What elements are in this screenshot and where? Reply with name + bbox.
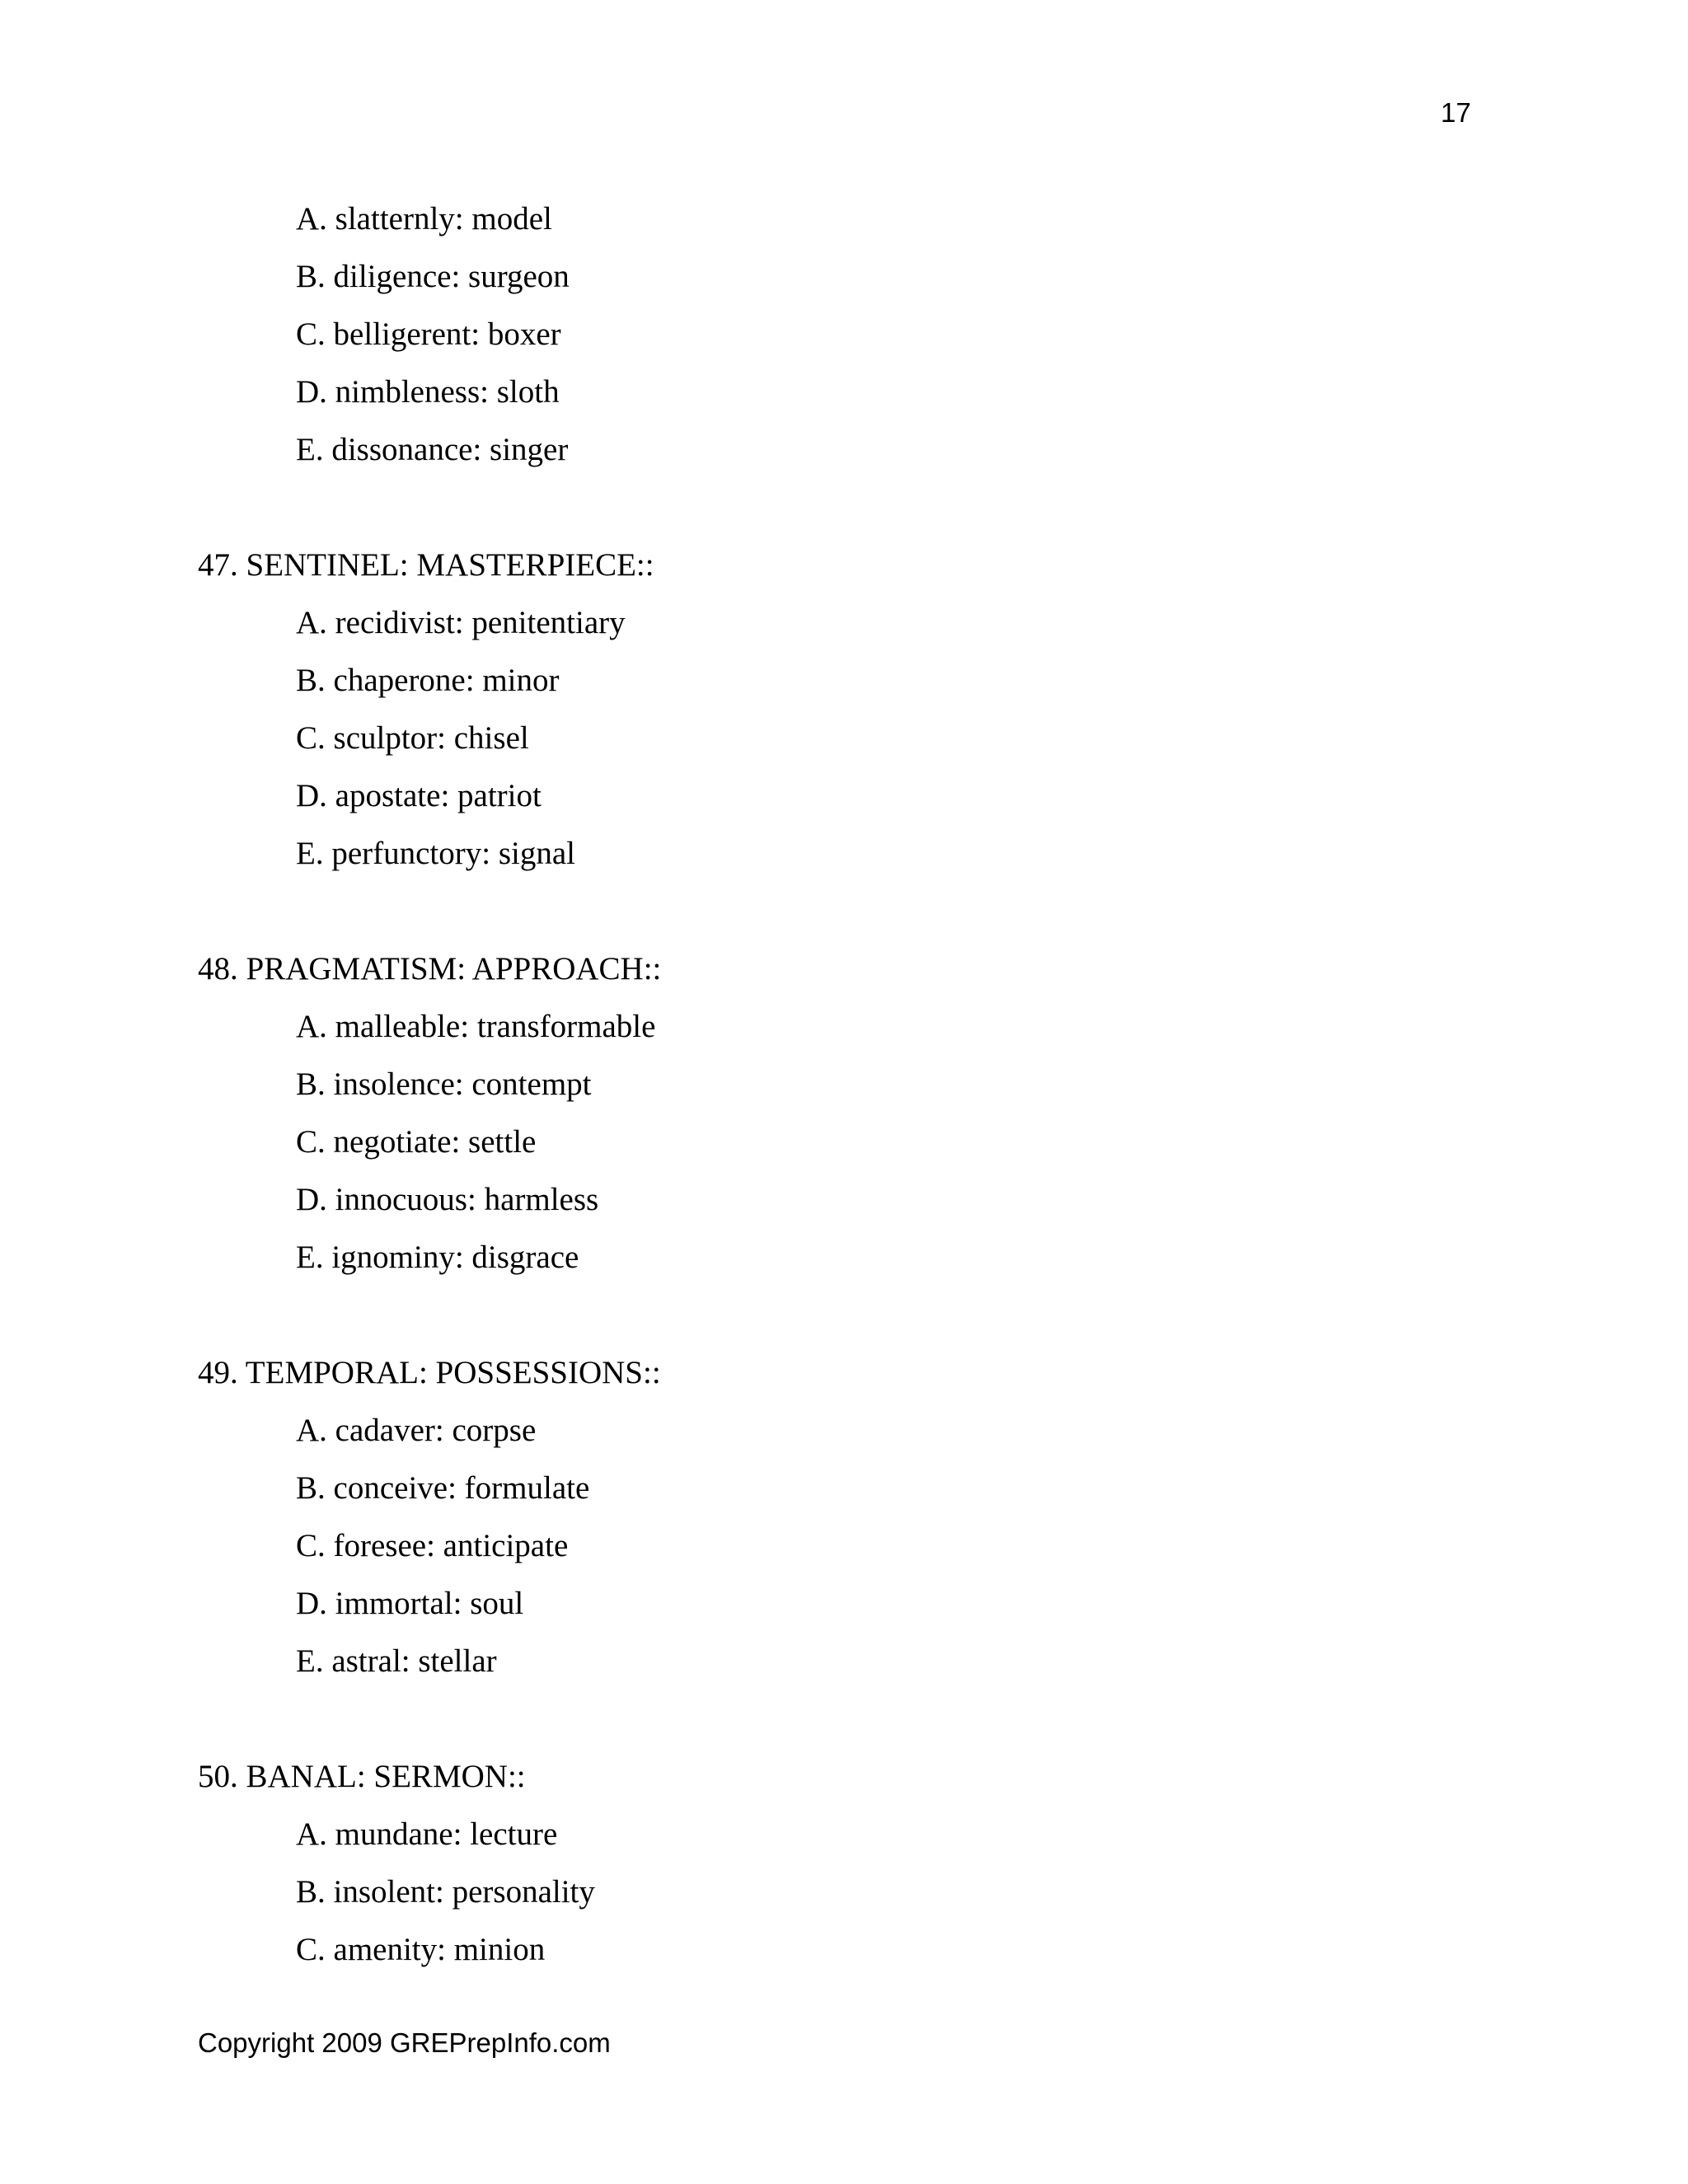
answer-option: C. negotiate: settle xyxy=(296,1124,537,1160)
question-stem: 50. BANAL: SERMON:: xyxy=(198,1759,526,1794)
answer-option: D. immortal: soul xyxy=(296,1586,524,1621)
continued-options xyxy=(198,190,1517,479)
answer-option: D. innocuous: harmless xyxy=(296,1182,599,1217)
answer-option: B. conceive: formulate xyxy=(296,1470,590,1506)
answer-option: A. mundane: lecture xyxy=(296,1816,558,1852)
answer-option: C. foresee: anticipate xyxy=(296,1528,569,1563)
answer-option: B. insolence: contempt xyxy=(296,1066,592,1102)
answer-option: E. perfunctory: signal xyxy=(296,836,575,871)
answer-option: D. apostate: patriot xyxy=(296,778,542,813)
question-stem: 49. TEMPORAL: POSSESSIONS:: xyxy=(198,1355,661,1390)
question-stem: 47. SENTINEL: MASTERPIECE:: xyxy=(198,547,654,583)
answer-option: E. ignominy: disgrace xyxy=(296,1240,579,1275)
copyright-footer: Copyright 2009 GREPrepInfo.com xyxy=(198,2027,611,2058)
answer-option: C. sculptor: chisel xyxy=(296,720,529,756)
question-47 xyxy=(198,537,1517,883)
answer-option: E. dissonance: singer xyxy=(296,432,569,467)
answer-option: B. insolent: personality xyxy=(296,1874,595,1910)
page-content xyxy=(198,190,1517,1979)
answer-option: A. recidivist: penitentiary xyxy=(296,605,626,640)
question-50 xyxy=(198,1748,1517,1979)
answer-option: D. nimbleness: sloth xyxy=(296,374,560,410)
answer-option: B. chaperone: minor xyxy=(296,663,560,698)
answer-option: C. belligerent: boxer xyxy=(296,316,561,352)
question-48 xyxy=(198,940,1517,1286)
question-49 xyxy=(198,1344,1517,1690)
answer-option: A. malleable: transformable xyxy=(296,1009,656,1044)
answer-option: E. astral: stellar xyxy=(296,1643,497,1679)
page-number: 17 xyxy=(1441,97,1471,128)
question-stem: 48. PRAGMATISM: APPROACH:: xyxy=(198,951,662,987)
answer-option: C. amenity: minion xyxy=(296,1932,546,1967)
answer-option: B. diligence: surgeon xyxy=(296,259,570,294)
answer-option: A. cadaver: corpse xyxy=(296,1413,537,1448)
answer-option: A. slatternly: model xyxy=(296,201,552,237)
